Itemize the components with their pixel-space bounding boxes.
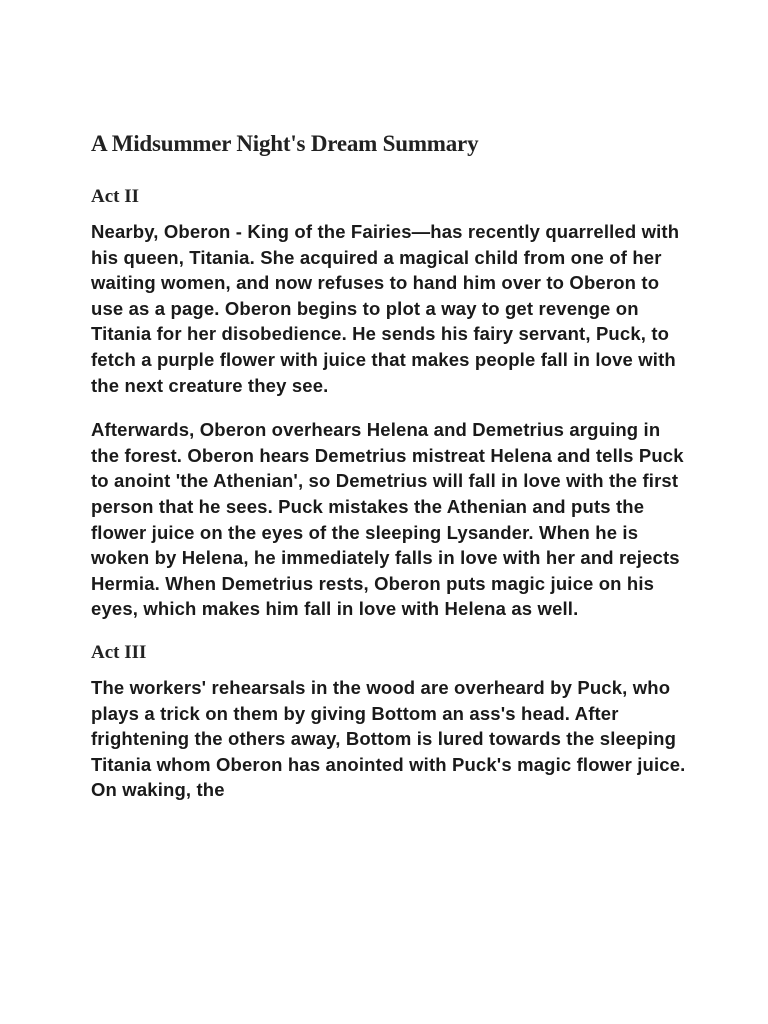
- document-title: A Midsummer Night's Dream Summary: [91, 131, 479, 156]
- section-heading-act-2: Act II: [91, 186, 140, 207]
- act-2-paragraph-1: Nearby, Oberon - King of the Fairies—has recently quarrelled with his queen, Titania. She acquired a magical child from one of her waiting women, and now refuses to hand him over to Oberon to use as a page. Oberon begins to plot a way to get revenge on Titania for her disobedience. He sends his fairy servant, Puck, to fetch a purple flower with juice that makes people fall in love with the next creature they see.: [91, 221, 680, 396]
- document-page: [91, 128, 691, 803]
- section-heading-act-3: Act III: [91, 641, 147, 663]
- act-3-paragraph-1: The workers' rehearsals in the wood are overheard by Puck, who plays a trick on them by giving Bottom an ass's head. After frightening the others away, Bottom is lured towards the sleeping Titania whom Oberon has anointed with Puck's magic flower juice. On waking, the: [91, 676, 686, 801]
- act-2-paragraph-2: Afterwards, Oberon overhears Helena and Demetrius arguing in the forest. Oberon hears Demetrius mistreat Helena and tells Puck to anoint 'the Athenian', so Demetrius will fall in love with the first person that he sees. Puck mistakes the Athenian and puts the flower juice on the eyes of the sleeping Lysander. When he is woken by Helena, he immediately falls in love with her and rejects Hermia. When Demetrius rests, Oberon puts magic juice on his eyes, which makes him fall in love with Helena as well.: [91, 419, 684, 620]
